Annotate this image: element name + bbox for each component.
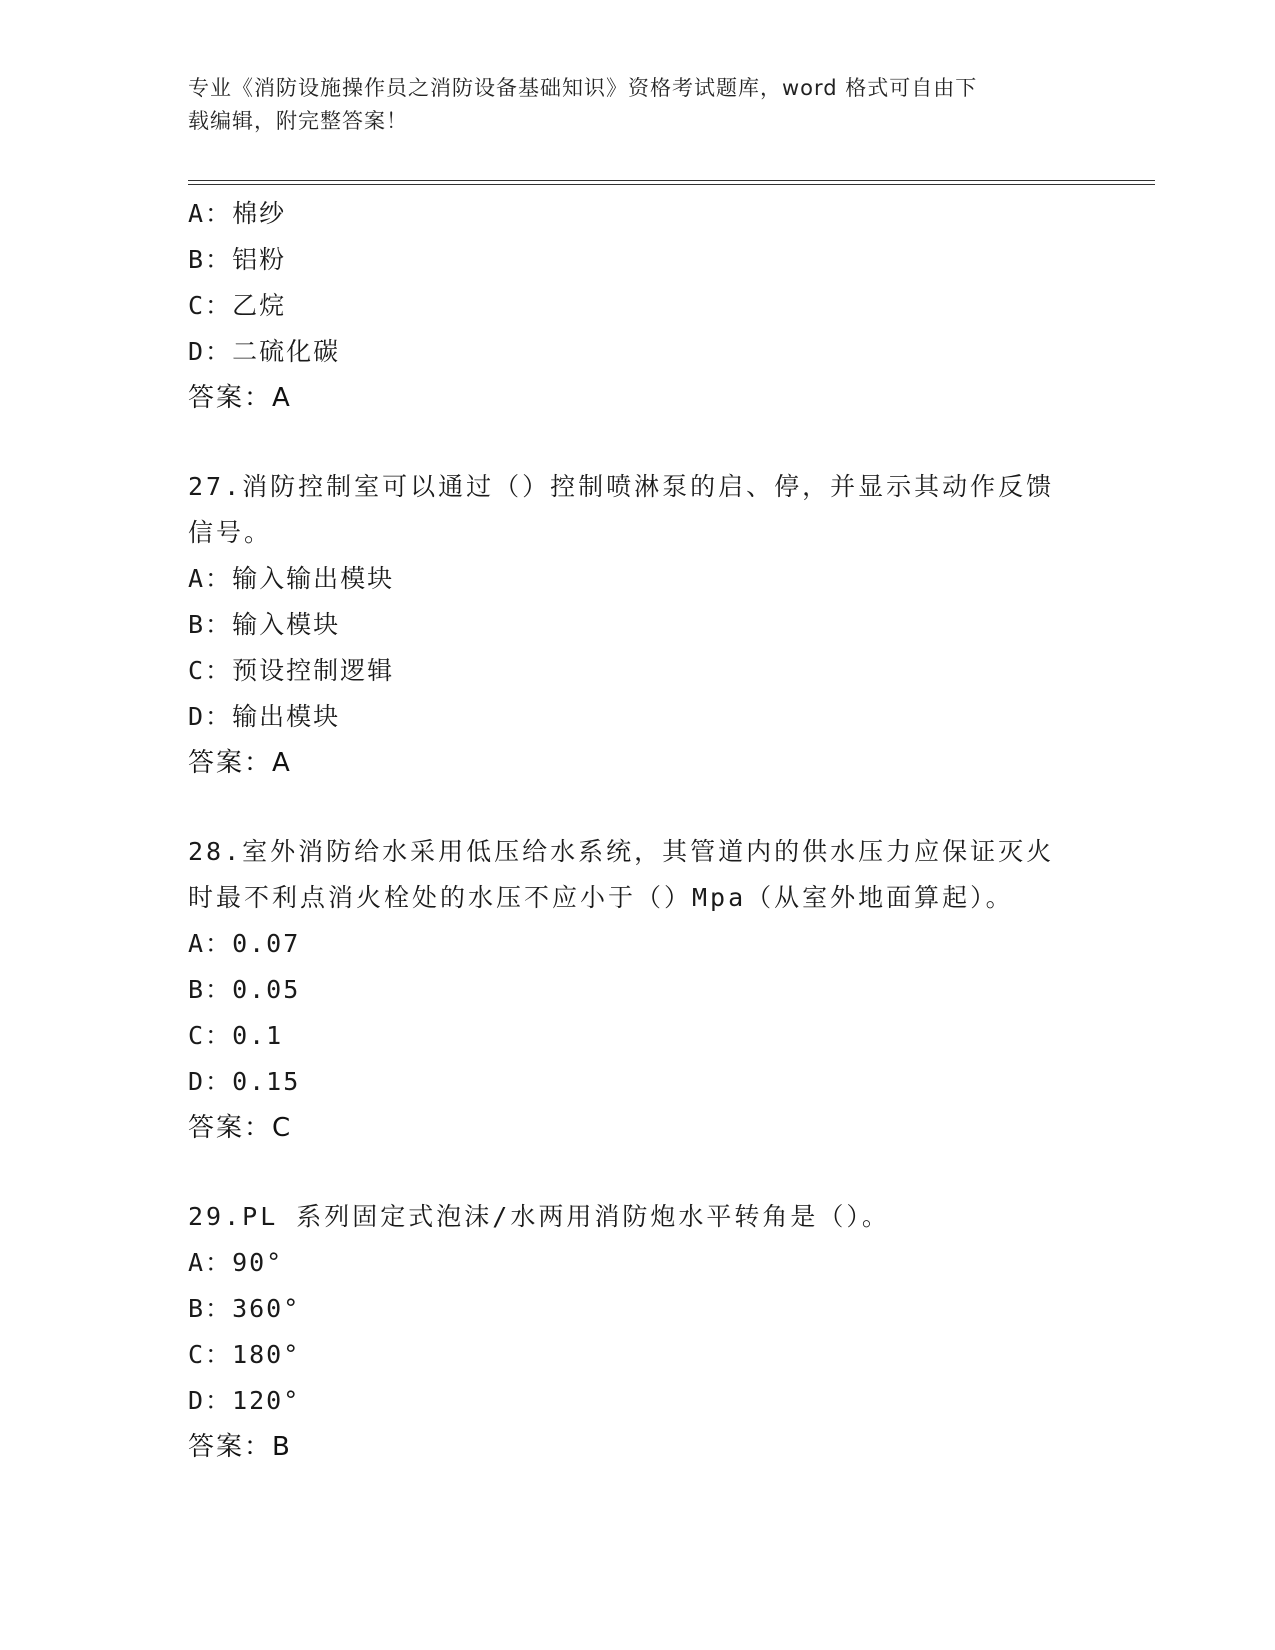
option-text: 乙烷 (232, 291, 287, 320)
option-c (188, 283, 1088, 329)
option-a (188, 191, 1088, 237)
spacer (188, 421, 1088, 464)
option-text: 输入输出模块 (232, 564, 395, 593)
question-text-line-1: 27.消防控制室可以通过（）控制喷淋泵的启、停，并显示其动作反馈 (188, 472, 1055, 501)
option-key: C： (188, 1340, 233, 1369)
option-d (188, 1059, 1088, 1105)
header-rule-top (188, 180, 1155, 181)
option-text: 90° (232, 1248, 284, 1277)
question-28 (188, 829, 1088, 1151)
option-key: A： (188, 1248, 233, 1277)
option-b (188, 967, 1088, 1013)
option-key: B： (188, 975, 233, 1004)
option-key: D： (188, 702, 233, 731)
answer: 答案：A (188, 748, 292, 778)
option-text: 输出模块 (232, 702, 341, 731)
option-text: 0.15 (232, 1067, 301, 1096)
question-26-continued (188, 191, 1088, 421)
option-b (188, 237, 1088, 283)
option-text: 120° (232, 1386, 301, 1415)
option-text: 0.1 (232, 1021, 284, 1050)
option-a (188, 1240, 1088, 1286)
answer: 答案：B (188, 1432, 292, 1462)
option-c (188, 648, 1088, 694)
option-c (188, 1013, 1088, 1059)
option-text: 预设控制逻辑 (232, 656, 395, 685)
option-key: D： (188, 337, 233, 366)
option-key: C： (188, 1021, 233, 1050)
option-text: 铝粉 (232, 245, 287, 274)
option-d (188, 329, 1088, 375)
answer: 答案：C (188, 1113, 293, 1143)
option-text: 输入模块 (232, 610, 341, 639)
option-key: A： (188, 199, 233, 228)
option-key: D： (188, 1067, 233, 1096)
option-text: 二硫化碳 (232, 337, 341, 366)
header-line-1: 专业《消防设施操作员之消防设备基础知识》资格考试题库，word 格式可自由下 (188, 76, 978, 100)
option-key: B： (188, 1294, 233, 1323)
answer: 答案：A (188, 383, 292, 413)
header-rule-bottom (188, 184, 1155, 185)
option-b (188, 602, 1088, 648)
question-text-line-1: 28.室外消防给水采用低压给水系统，其管道内的供水压力应保证灭火 (188, 837, 1055, 866)
spacer (188, 786, 1088, 829)
option-key: C： (188, 656, 233, 685)
option-a (188, 921, 1088, 967)
option-text: 棉纱 (232, 199, 287, 228)
option-key: C： (188, 291, 233, 320)
option-b (188, 1286, 1088, 1332)
option-key: B： (188, 245, 233, 274)
option-c (188, 1332, 1088, 1378)
option-key: A： (188, 564, 233, 593)
question-list (188, 191, 1088, 1470)
option-d (188, 694, 1088, 740)
question-text-line-1: 29.PL 系列固定式泡沫/水两用消防炮水平转角是（）。 (188, 1202, 890, 1231)
option-text: 0.07 (232, 929, 301, 958)
option-a (188, 556, 1088, 602)
option-key: B： (188, 610, 233, 639)
header-line-2: 载编辑，附完整答案！ (188, 109, 408, 133)
document-header (188, 72, 1068, 138)
question-29 (188, 1194, 1088, 1470)
option-text: 360° (232, 1294, 301, 1323)
question-text-line-2: 信号。 (188, 518, 273, 547)
option-d (188, 1378, 1088, 1424)
option-key: D： (188, 1386, 233, 1415)
option-text: 0.05 (232, 975, 301, 1004)
question-27 (188, 464, 1088, 786)
option-text: 180° (232, 1340, 301, 1369)
question-text-line-2: 时最不利点消火栓处的水压不应小于（）Mpa（从室外地面算起）。 (188, 883, 1014, 912)
spacer (188, 1151, 1088, 1194)
option-key: A： (188, 929, 233, 958)
